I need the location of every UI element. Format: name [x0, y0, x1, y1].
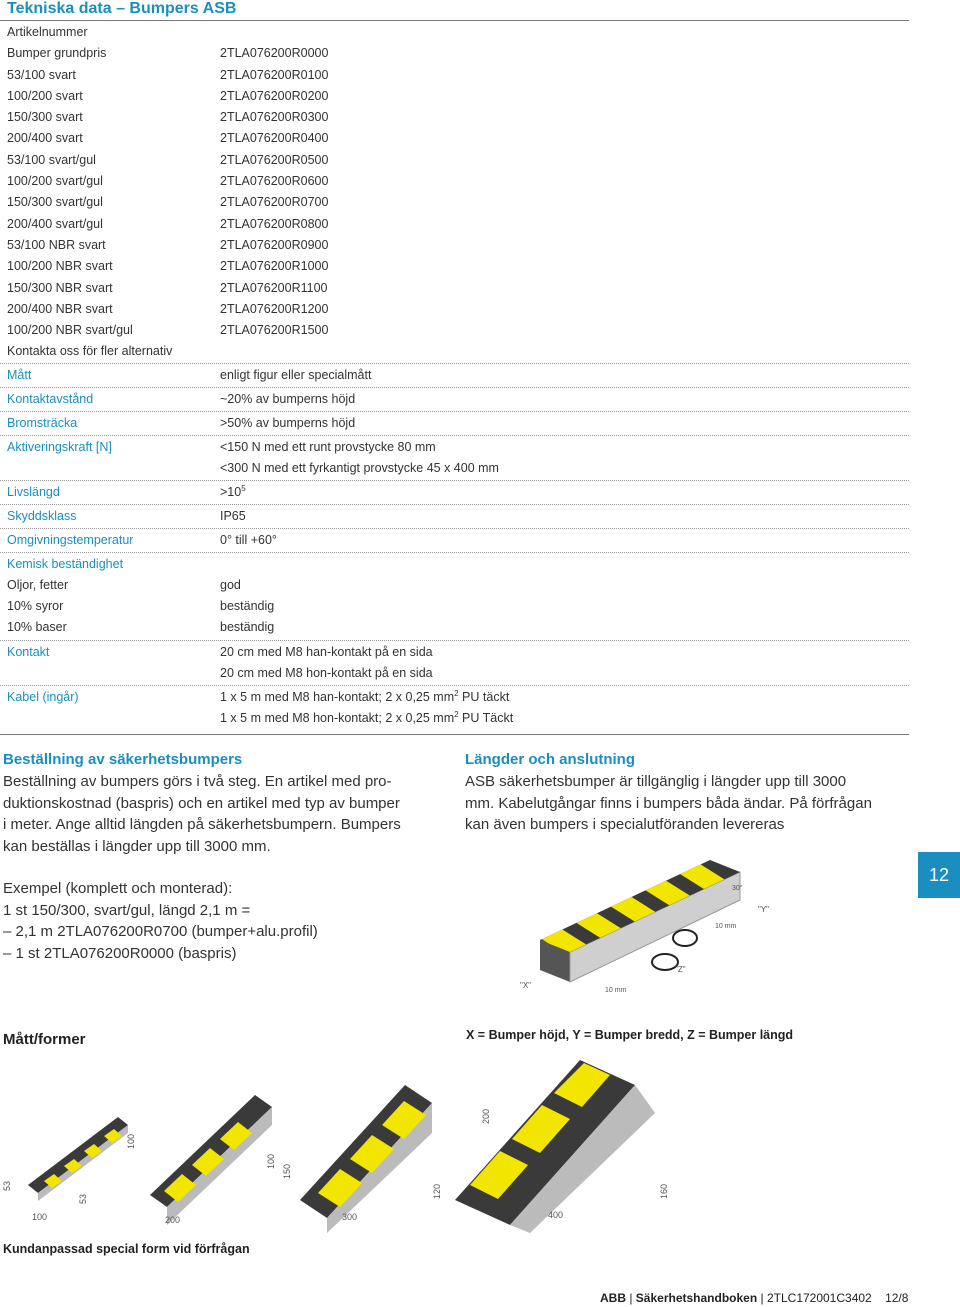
bumper-shape-53-100: [2, 1117, 128, 1222]
page-title: Tekniska data – Bumpers ASB: [7, 0, 237, 17]
spec-value: >50% av bumperns höjd: [220, 416, 356, 431]
title-rule: [0, 20, 909, 21]
spec-label: Kabel (ingår): [7, 690, 79, 705]
spec-value: <150 N med ett runt provstycke 80 mm: [220, 440, 436, 455]
kabel-text: 1 x 5 m med M8 han-kontakt; 2 x 0,25 mm: [220, 690, 455, 705]
spec-row-liv: [0, 480, 909, 504]
kemisk-item-label: 10% baser: [7, 620, 67, 635]
spec-value: ~20% av bumperns höjd: [220, 392, 356, 407]
article-code: 2TLA076200R1000: [220, 259, 329, 274]
spec-row-kontakt2: [0, 640, 909, 685]
order-line: Beställning av bumpers görs i två steg. En artikel med pro-: [3, 773, 392, 790]
dim-10mm-label: 10 mm: [715, 923, 737, 930]
article-label: 150/300 NBR svart: [7, 280, 113, 295]
lengths-line: ASB säkerhetsbumper är tillgänglig i längder upp till 3000: [465, 773, 847, 790]
bumper-shapes-figure: [0, 1055, 720, 1235]
table-row: [0, 341, 909, 363]
spec-label: Mått: [7, 368, 32, 383]
table-row: [0, 128, 909, 149]
spec-value: 0° till +60°: [220, 533, 277, 548]
svg-text:300: 300: [342, 1212, 358, 1222]
article-label: 200/400 svart: [7, 131, 83, 146]
kemisk-item-label: 10% syror: [7, 599, 64, 614]
example-line: – 1 st 2TLA076200R0000 (baspris): [3, 944, 237, 962]
article-code: 2TLA076200R0300: [220, 110, 329, 125]
table-row: [0, 171, 909, 192]
spec-label: Aktiveringskraft [N]: [7, 440, 112, 455]
footer-book: Säkerhetshandboken: [635, 1291, 758, 1305]
spec-row-matt: [0, 363, 909, 387]
kemisk-item-label: Oljor, fetter: [7, 578, 69, 593]
lengths-line: kan även bumpers i specialutföranden levereras: [465, 816, 785, 833]
article-code: 2TLA076200R1500: [220, 323, 329, 338]
table-row: [0, 320, 909, 341]
svg-text:200: 200: [481, 1108, 491, 1124]
article-note: Kontakta oss för fler alternativ: [7, 344, 173, 359]
article-header: Artikelnummer: [7, 25, 88, 39]
article-code: 2TLA076200R0400: [220, 131, 329, 146]
svg-text:53: 53: [2, 1180, 12, 1191]
spec-value: IP65: [220, 509, 246, 524]
kabel-exponent: 2: [454, 689, 459, 699]
spec-label: Livslängd: [7, 485, 60, 500]
article-code: 2TLA076200R1100: [220, 280, 328, 295]
order-text: [3, 771, 401, 857]
article-label: 100/200 NBR svart/gul: [7, 323, 133, 338]
article-code: 2TLA076200R0700: [220, 195, 329, 210]
kabel-text: 1 x 5 m med M8 hon-kontakt; 2 x 0,25 mm: [220, 711, 455, 726]
order-line: i meter. Ange alltid längden på säkerhetsbumpern. Bumpers: [3, 816, 401, 833]
spec-label: Omgivningstemperatur: [7, 533, 134, 548]
kemisk-item-value: beständig: [220, 620, 275, 635]
kemisk-item-value: god: [220, 578, 241, 593]
lengths-line: mm. Kabelutgångar finns i bumpers båda ändar. På förfrågan: [465, 794, 872, 812]
article-label: 150/300 svart: [7, 110, 83, 125]
shapes-caption: Kundanpassad special form vid förfrågan: [3, 1242, 250, 1256]
spec-table: [0, 22, 909, 730]
spec-row-kontakt: [0, 387, 909, 411]
footer-page: 12/8: [885, 1291, 909, 1305]
bumper-dimension-figure: [500, 850, 800, 1000]
article-code: 2TLA076200R0800: [220, 216, 329, 231]
figure-caption: X = Bumper höjd, Y = Bumper bredd, Z = Bumper längd: [466, 1028, 794, 1042]
article-label: 100/200 svart: [7, 88, 83, 103]
spec-row-skydd: [0, 504, 909, 528]
shapes-heading: Mått/former: [3, 1031, 86, 1048]
article-code: 2TLA076200R0000: [220, 46, 329, 61]
article-code: 2TLA076200R0500: [220, 152, 329, 167]
svg-text:150: 150: [282, 1163, 292, 1179]
order-line: kan beställas i längder upp till 3000 mm.: [3, 837, 271, 855]
lengths-text: [465, 771, 872, 836]
article-label: 53/100 NBR svart: [7, 237, 106, 252]
svg-text:120: 120: [432, 1183, 442, 1199]
kemisk-item-value: beständig: [220, 599, 275, 614]
svg-text:400: 400: [548, 1210, 564, 1220]
article-label: 100/200 svart/gul: [7, 174, 103, 189]
table-row: [0, 192, 909, 213]
dim-x-label: "X": [520, 981, 532, 990]
example-line: 1 st 150/300, svart/gul, längd 2,1 m =: [3, 901, 251, 919]
table-row: [0, 256, 909, 277]
article-code: 2TLA076200R0900: [220, 237, 329, 252]
article-code: 2TLA076200R1200: [220, 301, 329, 316]
article-label: 53/100 svart/gul: [7, 152, 96, 167]
spec-value: <300 N med ett fyrkantigt provstycke 45 x 400 mm: [220, 461, 499, 476]
spec-value: 20 cm med M8 hon-kontakt på en sida: [220, 666, 433, 681]
table-row: [0, 214, 909, 235]
bumper-shape-100-200: [126, 1095, 276, 1225]
spec-row-omg: [0, 528, 909, 552]
article-code: 2TLA076200R0200: [220, 88, 329, 103]
kabel-exponent: 2: [454, 710, 459, 720]
spec-row-broms: [0, 411, 909, 435]
spec-value: [220, 690, 509, 704]
spec-value: [220, 711, 513, 725]
order-heading: Beställning av säkerhetsbumpers: [3, 751, 243, 768]
article-code: 2TLA076200R0100: [220, 67, 329, 82]
article-label: 200/400 NBR svart: [7, 301, 113, 316]
table-row: [0, 86, 909, 107]
example-line: – 2,1 m 2TLA076200R0700 (bumper+alu.profil): [3, 923, 318, 940]
article-code: 2TLA076200R0600: [220, 174, 329, 189]
footer-brand: ABB: [600, 1291, 626, 1305]
svg-text:100: 100: [32, 1212, 48, 1222]
dim-y-label: "Y": [758, 905, 770, 914]
example-line: Exempel (komplett och monterad):: [3, 880, 233, 897]
article-label: 53/100 svart: [7, 67, 76, 82]
spec-value: 20 cm med M8 han-kontakt på en sida: [220, 645, 433, 660]
spec-label: Bromsträcka: [7, 416, 78, 431]
table-row: [0, 43, 909, 64]
article-label: 100/200 NBR svart: [7, 259, 113, 274]
svg-text:160: 160: [659, 1183, 669, 1199]
footer-code: 2TLC172001C3402: [766, 1291, 872, 1305]
table-row: [0, 107, 909, 128]
table-row: [0, 150, 909, 171]
spec-value: [220, 485, 246, 499]
spec-row-aktiv: [0, 435, 909, 480]
spec-row-kabel: [0, 685, 909, 730]
dim-angle-label: 30°: [732, 885, 743, 892]
page-footer: ABB | Säkerhetshandboken | 2TLC172001C3402 12/8: [600, 1291, 909, 1305]
table-row: [0, 299, 909, 320]
kabel-text: PU täckt: [458, 690, 510, 705]
spec-label: Kontaktavstånd: [7, 392, 94, 407]
svg-text:100: 100: [126, 1133, 136, 1149]
liv-base: >10: [220, 485, 242, 500]
lengths-heading: Längder och anslutning: [465, 751, 636, 768]
kabel-text: PU Täckt: [458, 711, 514, 726]
spec-label: Skyddsklass: [7, 509, 77, 524]
svg-text:100: 100: [266, 1153, 276, 1169]
svg-text:53: 53: [78, 1193, 88, 1204]
spec-label: Kontakt: [7, 645, 50, 660]
dim-z-label: "Z": [675, 965, 686, 974]
table-row: [0, 235, 909, 256]
spec-value: enligt figur eller specialmått: [220, 368, 372, 383]
article-label: 200/400 svart/gul: [7, 216, 103, 231]
chapter-tab: 12: [918, 852, 960, 898]
order-line: duktionskostnad (baspris) och en artikel med typ av bumper: [3, 794, 400, 812]
article-label: 150/300 svart/gul: [7, 195, 103, 210]
table-row: [0, 22, 909, 43]
bumper-shape-200-400: [455, 1060, 669, 1233]
table-row: [0, 278, 909, 299]
order-example: [3, 878, 318, 964]
spec-label: Kemisk beständighet: [7, 557, 124, 572]
dim-10mm-label: 10 mm: [605, 987, 627, 994]
spec-row-kemisk: [0, 552, 909, 640]
bumper-shape-150-300: [282, 1085, 442, 1233]
article-label: Bumper grundpris: [7, 46, 107, 61]
liv-exponent: 5: [241, 484, 246, 494]
table-row: [0, 65, 909, 86]
table-bottom-rule: [0, 734, 909, 735]
svg-text:200: 200: [165, 1215, 181, 1225]
